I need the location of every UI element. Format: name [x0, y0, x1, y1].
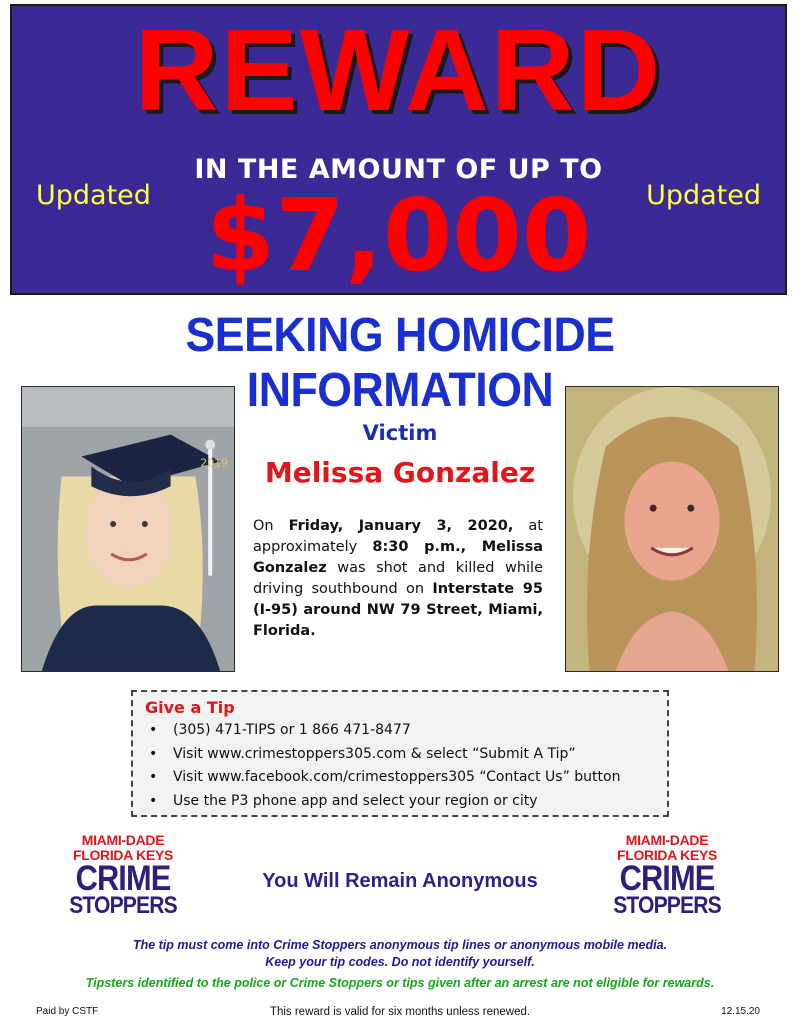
- tip-facebook-item: [145, 766, 655, 790]
- updated-label-left: Updated: [36, 180, 151, 211]
- victim-photo-graduation: [21, 386, 235, 672]
- details-text-run: On: [253, 518, 289, 534]
- reward-amount: $7,000: [205, 177, 592, 294]
- anonymous-message: You Will Remain Anonymous: [262, 870, 538, 892]
- tip-item-text: Use the P3 phone app and select your region or city: [173, 792, 538, 809]
- bullet-icon: •: [149, 745, 158, 762]
- crime-stoppers-logo-right: [592, 833, 742, 918]
- cap-year-text: 2019: [200, 456, 229, 470]
- tip-phone-item: [145, 719, 655, 743]
- tip-item-text: Visit www.crimestoppers305.com & select “Submit A Tip”: [173, 745, 576, 762]
- bullet-icon: •: [149, 722, 158, 738]
- tip-item-text: (305) 471-TIPS or 1 866 471-8477: [173, 722, 411, 738]
- logo-org-line2: FLORIDA KEYS: [616, 847, 718, 863]
- bullet-icon: •: [149, 769, 158, 785]
- reward-title: REWARD: [134, 5, 663, 135]
- tip-notice: [0, 937, 800, 971]
- details-bold-run: 8:30 p.m., Melissa Gonzalez: [253, 539, 543, 576]
- details-text-run: at approximately: [253, 518, 543, 555]
- logo-crime-text: CRIME: [619, 859, 715, 898]
- victim-name: Melissa Gonzalez: [264, 456, 536, 489]
- updated-label-right: Updated: [646, 180, 761, 211]
- incident-details: [253, 516, 543, 642]
- tip-box: [131, 690, 669, 817]
- reward-banner: [10, 4, 787, 295]
- eligibility-disclaimer: Tipsters identified to the police or Crime Stoppers or tips given after an arrest are not eligible for rewards.: [85, 976, 715, 990]
- victim-label: Victim: [362, 421, 438, 445]
- logo-crime-text: CRIME: [75, 859, 171, 898]
- details-bold-run: Interstate 95 (I-95) around NW 79 Street, Miami, Florida.: [253, 581, 543, 639]
- tip-notice-line2: Keep your tip codes. Do not identify yourself.: [265, 955, 535, 969]
- tip-app-item: [145, 790, 655, 814]
- logo-org-line1: MIAMI-DADE: [81, 832, 165, 848]
- victim-photo-portrait: [565, 386, 779, 672]
- validity-text: This reward is valid for six months unless renewed.: [269, 1006, 531, 1018]
- tip-title: Give a Tip: [145, 698, 235, 717]
- logo-org-line2: FLORIDA KEYS: [72, 847, 174, 863]
- details-text-run: was shot and killed while driving southbound on: [253, 560, 543, 597]
- tip-list: [145, 719, 655, 813]
- bullet-icon: •: [149, 792, 158, 809]
- crime-stoppers-logo-left: [48, 833, 198, 918]
- tip-item-text: Visit www.facebook.com/crimestoppers305 “Contact Us” button: [173, 769, 621, 785]
- logo-org-line1: MIAMI-DADE: [625, 832, 709, 848]
- reward-subtitle: IN THE AMOUNT OF UP TO: [194, 154, 603, 185]
- details-bold-run: Friday, January 3, 2020,: [288, 518, 514, 534]
- tip-website-item: [145, 743, 655, 767]
- headline: SEEKING HOMICIDE INFORMATION: [185, 309, 615, 417]
- tip-notice-line1: The tip must come into Crime Stoppers anonymous tip lines or anonymous mobile media.: [132, 938, 668, 952]
- paid-by-text: Paid by CSTF: [36, 1006, 99, 1017]
- flyer-date: 12.15.20: [721, 1006, 760, 1017]
- logo-stoppers-text: STOPPERS: [613, 892, 721, 919]
- logo-stoppers-text: STOPPERS: [69, 892, 177, 919]
